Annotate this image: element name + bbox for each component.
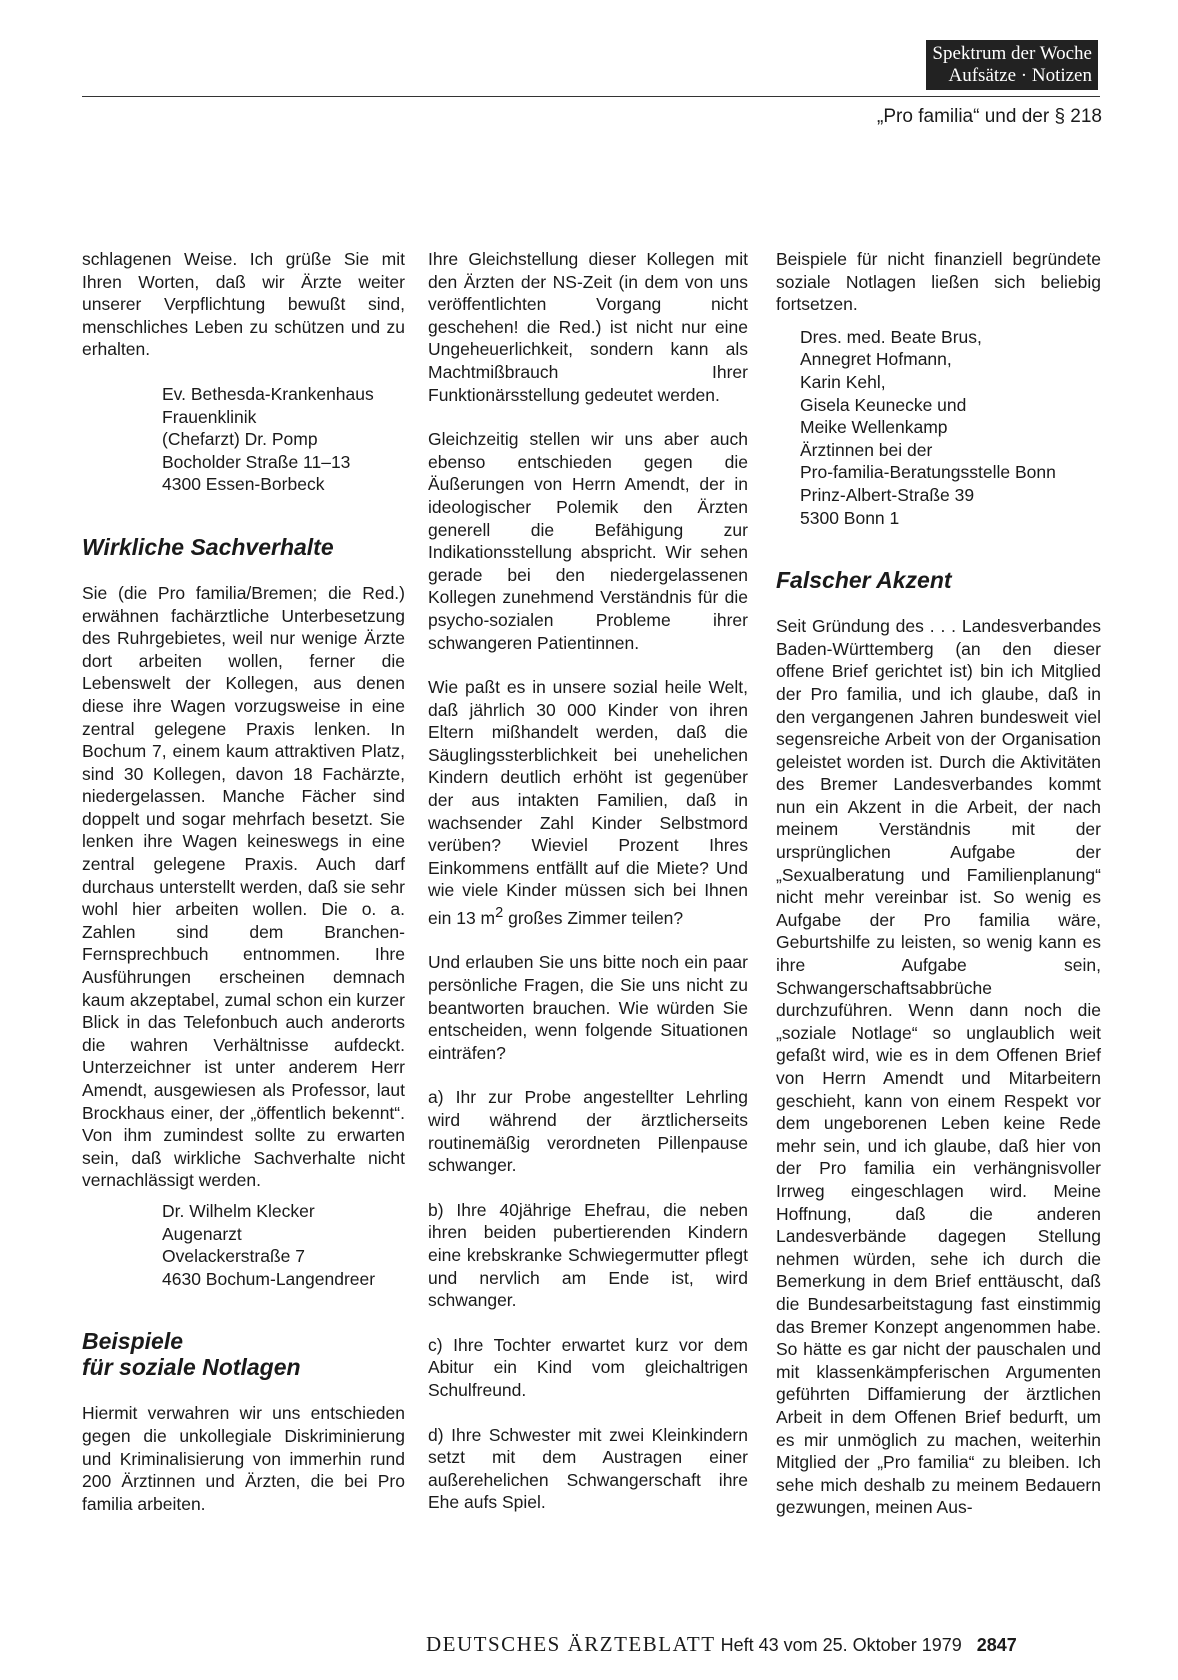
column-2 (428, 248, 748, 1536)
signature-line: Ovelackerstraße 7 (162, 1246, 305, 1267)
section-heading: Falscher Akzent (776, 567, 952, 594)
signature-block (82, 383, 405, 496)
section-badge-line1: Spektrum der Woche (932, 43, 1092, 64)
page-number: 2847 (976, 1635, 1017, 1655)
signature-line: Bocholder Straße 11–13 (162, 451, 351, 472)
list-item: b) Ihre 40jährige Ehefrau, die neben ihren beiden pubertierenden Kindern eine krebskranke Schwiegermutter pflegt und nervlich am Ende ist, wird schwanger. (428, 1199, 748, 1311)
header-rule (82, 96, 1100, 97)
section-heading: Wirkliche Sachverhalte (82, 533, 334, 560)
signature-line: Karin Kehl, (800, 371, 886, 392)
signature-line: 5300 Bonn 1 (800, 507, 900, 528)
running-title: „Pro familia“ und der § 218 (877, 106, 1102, 127)
signature-line: Gisela Keunecke und (800, 394, 967, 415)
signature-line: Dres. med. Beate Brus, (800, 326, 982, 347)
page-footer (426, 1632, 1017, 1657)
paragraph: Beispiele für nicht finanziell begründete soziale Notlagen ließen sich beliebig fortsetzen. (776, 249, 1101, 315)
paragraph: Und erlauben Sie uns bitte noch ein paar persönliche Fragen, die Sie uns nicht zu beantworten brauchen. Wie würden Sie entscheiden, wenn folgende Situationen einträfen? (428, 952, 748, 1063)
list-item: d) Ihre Schwester mit zwei Kleinkindern setzt mit dem Austragen einer außerehelichen Schwangerschaft ihre Ehe aufs Spiel. (428, 1424, 748, 1513)
signature-line: Frauenklinik (162, 406, 257, 427)
paragraph: Seit Gründung des . . . Landesverbandes Baden-Württemberg (an den dieser offene Brief gerichtet ist) bin ich Mitglied der Pro familia, und ich glaube, daß in den vergangenen Jahren bundesweit viel segensreiche Arbeit von der Organisation geleistet worden ist. Durch die Aktivitäten des Bremer Landesverbandes kommt nun ein Akzent in die Arbeit, der nach meinem Verständnis mit der ursprünglichen Aufgabe der „Sexualberatung und Familienplanung“ nicht mehr vereinbar ist. So wenig es Aufgabe der Pro familia wäre, Geburtshilfe zu leisten, so wenig kann es ihre Aufgabe sein, Schwangerschaftsabbrüche durchzuführen. Wenn dann noch die „soziale Notlage“ so unglaublich weit gefaßt wird, wie es in dem Offenen Brief von Herrn Amendt und Mitarbeitern geschieht, kann von einem Respekt vor dem ungeborenen Leben keine Rede mehr sein, und ich glaube, daß hier von der Pro familia ein verhängnisvoller Irrweg eingeschlagen wird. Meine Hoffnung, daß die anderen Landesverbände dagegen Stellung nehmen würden, sehe ich durch die Bemerkung in dem Brief enttäuscht, daß die Bundesarbeitstagung fast einstimmig das Bremer Konzept angenommen habe. So hätte es gar nicht der pauschalen und mit klassenkämpferischen Argumenten geführten Diffamierung der ärztlichen Arbeit in dem Offenen Brief bedurft, um es mir unmöglich zu machen, weiterhin Mitglied der „Pro familia“ zu bleiben. Ich sehe mich deshalb zu meinem Bedauern gezwungen, meinen Aus- (776, 616, 1101, 1518)
column-1 (82, 248, 405, 1537)
signature-line: Meike Wellenkamp (800, 417, 948, 438)
section-heading-line: Beispiele (82, 1328, 183, 1355)
paragraph: schlagenen Weise. Ich grüße Sie mit Ihren Worten, daß wir Ärzte weiter unserer Verpflichtung bewußt sind, menschliches Leben zu schützen und zu erhalten. (82, 249, 405, 360)
superscript: 2 (495, 905, 504, 922)
signature-line: Annegret Hofmann, (800, 349, 952, 370)
journal-name: DEUTSCHES ÄRZTEBLATT (426, 1632, 716, 1656)
section-badge (926, 40, 1098, 90)
signature-line: (Chefarzt) Dr. Pomp (162, 429, 318, 450)
list-item: a) Ihr zur Probe angestellter Lehrling wird während der ärztlicherseits routinemäßig verordneten Pillenpause schwanger. (428, 1087, 748, 1176)
section-heading-line: für soziale Notlagen (82, 1354, 301, 1381)
text-run: Wie paßt es in unsere sozial heile Welt, daß jährlich 30 000 Kinder von ihren Eltern mißhandelt werden, daß die Säuglingssterblichkeit bei unehelichen Kindern deutlich erhöht ist gegenüber der aus intakten Familien, daß in wachsender Zahl Kinder Selbstmord verüben? Wieviel Prozent Ihres Einkommens entfällt auf die Miete? Und wie viele Kinder müssen sich bei Ihnen ein 13 m (428, 677, 748, 928)
signature-line: Prinz-Albert-Straße 39 (800, 484, 975, 505)
signature-block (776, 326, 1101, 529)
text-run: großes Zimmer teilen? (503, 907, 684, 928)
paragraph: Sie (die Pro familia/Bremen; die Red.) erwähnen fachärztliche Unterbesetzung des Ruhrgebietes, weil nur wenige Ärzte dort arbeiten wollen, ferner die Lebenswelt der Kollegen, aus denen diese ihre Wagen vorzugsweise in eine zentral gelegene Praxis lenken. In Bochum 7, einem kaum attraktiven Platz, sind 30 Kollegen, davon 18 Fachärzte, niedergelassen. Manche Fächer sind doppelt und sogar mehrfach besetzt. Sie lenken ihre Wagen keineswegs in eine zentral gelegene Praxis. Auch darf durchaus unterstellt werden, daß sie sehr wohl hier arbeiten wollen. Die o. a. Zahlen sind dem Branchen-Fernsprechbuch entnommen. Ihre Ausführungen erscheinen demnach kaum akzeptabel, zumal schon ein kurzer Blick in das Telefonbuch auch anderorts die wahren Verhältnisse aufdeckt. Unterzeichner ist unter anderem Herr Amendt, ausgewiesen als Professor, laut Brockhaus einer, der „öffentlich bekennt“. Von ihm zumindest sollte zu erwarten sein, daß wirkliche Sachverhalte nicht vernachlässigt werden. (82, 582, 405, 1191)
column-3 (776, 248, 1101, 1541)
paragraph: Gleichzeitig stellen wir uns aber auch ebenso entschieden gegen die Äußerungen von Herrn Amendt, der in ideologischer Polemik den Ärzten generell die Befähigung zur Indikationsstellung abspricht. Wir sehen gerade bei den niedergelassenen Kollegen zunehmend Verständnis für die psycho-sozialen Probleme ihrer schwangeren Patientinnen. (428, 429, 748, 653)
signature-line: Pro-familia-Beratungsstelle Bonn (800, 462, 1056, 483)
list-item: c) Ihre Tochter erwartet kurz vor dem Abitur ein Kind vom gleichaltrigen Schulfreund. (428, 1334, 748, 1400)
signature-line: Ev. Bethesda-Krankenhaus (162, 383, 374, 404)
paragraph: Hiermit verwahren wir uns entschieden gegen die unkollegiale Diskriminierung und Kriminalisierung von immerhin rund 200 Ärztinnen und Ärzten, die bei Pro familia arbeiten. (82, 1403, 405, 1514)
issue-info: Heft 43 vom 25. Oktober 1979 (720, 1635, 962, 1655)
signature-line: Ärztinnen bei der (800, 439, 933, 460)
section-badge-line2: Aufsätze · Notizen (948, 65, 1092, 86)
paragraph: Ihre Gleichstellung dieser Kollegen mit den Ärzten der NS-Zeit (in dem von uns veröffentlichten Vorgang nicht geschehen! die Red.) ist nicht nur eine Ungeheuerlichkeit, sondern kann als Machtmißbrauch Ihrer Funktionärsstellung gedeutet werden. (428, 249, 748, 405)
paragraph (428, 676, 748, 929)
signature-line: 4300 Essen-Borbeck (162, 474, 325, 495)
signature-block (82, 1200, 405, 1290)
signature-line: 4630 Bochum-Langendreer (162, 1268, 376, 1289)
signature-line: Dr. Wilhelm Klecker (162, 1200, 315, 1221)
signature-line: Augenarzt (162, 1223, 242, 1244)
section-heading (82, 1328, 405, 1380)
